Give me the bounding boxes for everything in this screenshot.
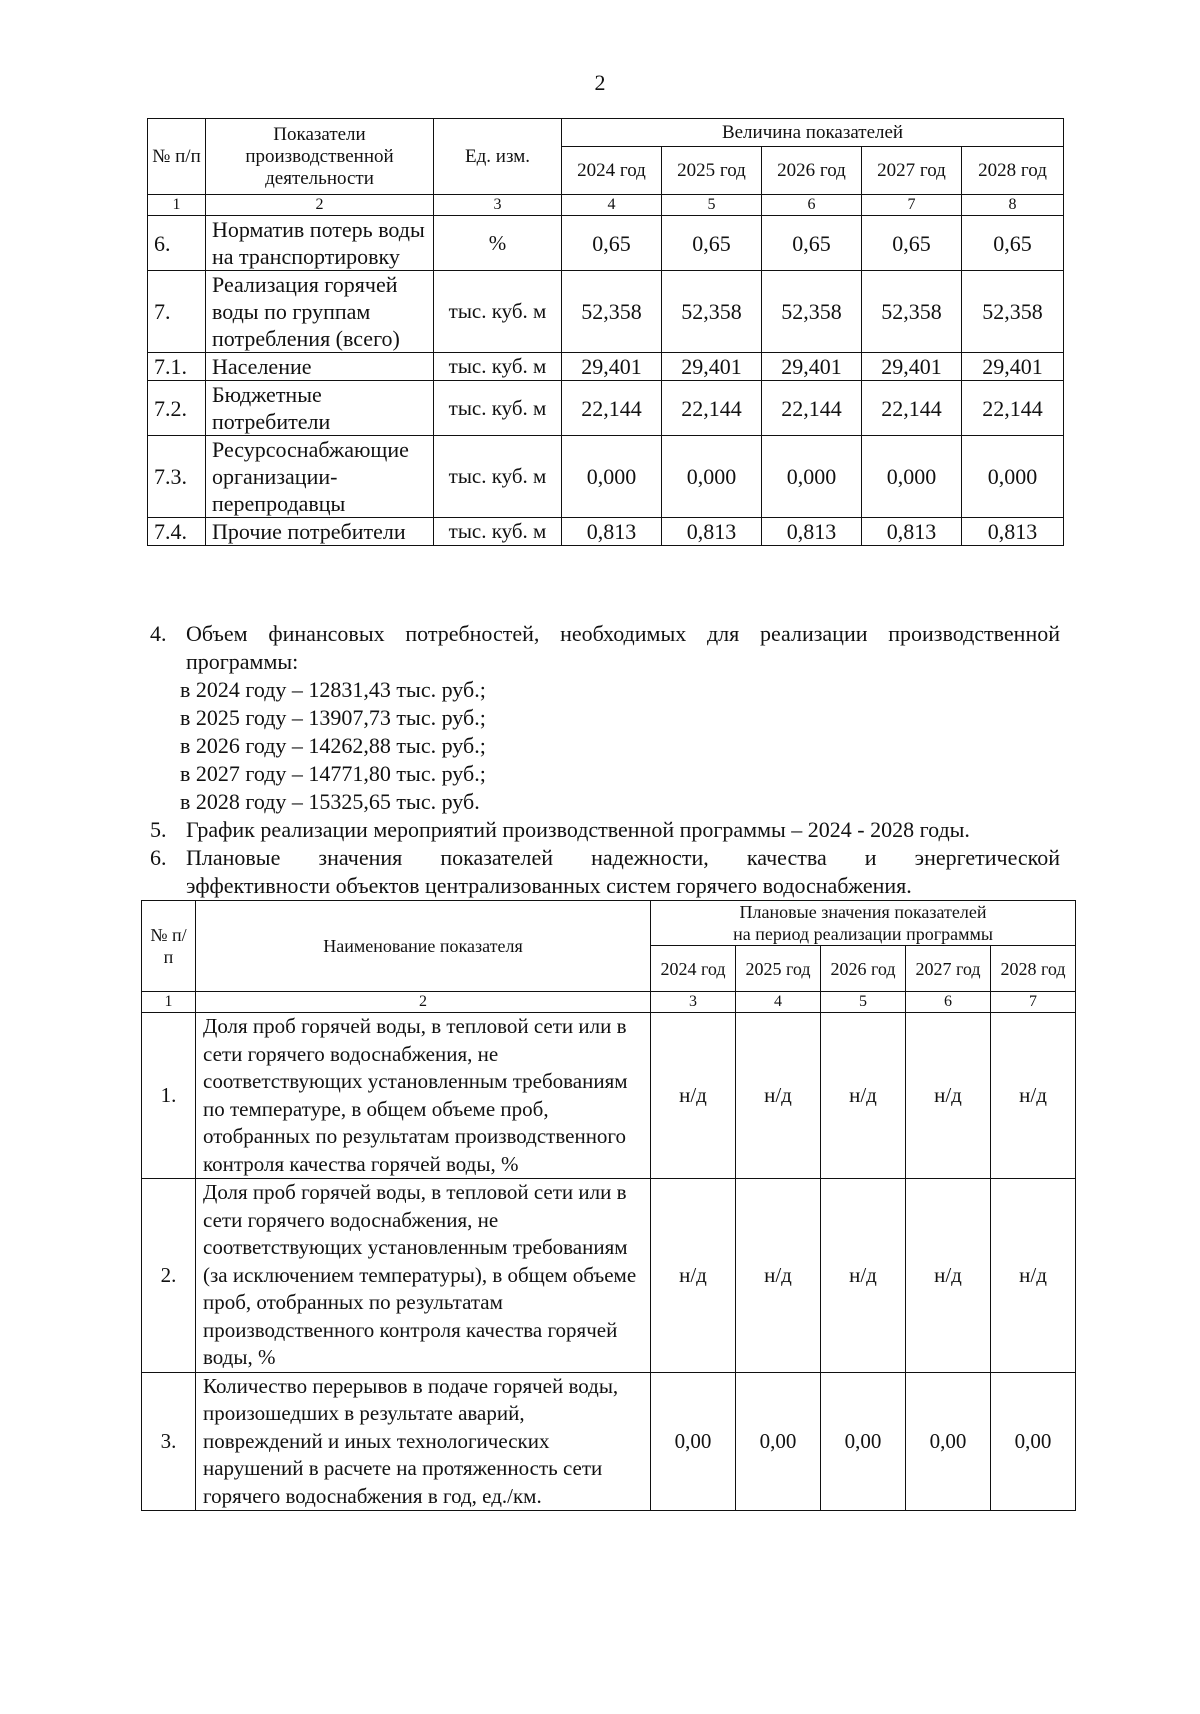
row-value: 0,00: [906, 1372, 991, 1511]
column-index: 5: [821, 992, 906, 1013]
row-indicator: Бюджетные потребители: [206, 381, 434, 436]
row-value: 0,65: [662, 216, 762, 271]
row-value: н/д: [991, 1179, 1076, 1373]
header-values-group: Величина показателей: [562, 119, 1064, 147]
header-year: 2024 год: [651, 946, 736, 992]
column-index: 6: [906, 992, 991, 1013]
row-num: 3.: [142, 1372, 196, 1511]
row-value: н/д: [821, 1013, 906, 1179]
header-indicator: Наименование показателя: [196, 901, 651, 992]
row-value: 0,65: [962, 216, 1064, 271]
row-num: 7.3.: [148, 436, 206, 518]
column-index: 3: [651, 992, 736, 1013]
table-row: [148, 518, 1064, 546]
header-year: 2027 год: [862, 147, 962, 195]
row-value: 0,000: [962, 436, 1064, 518]
list-marker: 4.: [150, 621, 167, 646]
row-unit: тыс. куб. м: [434, 381, 562, 436]
list-item-6: [150, 844, 1060, 900]
column-index: 4: [736, 992, 821, 1013]
column-index: 2: [196, 992, 651, 1013]
header-year: 2028 год: [991, 946, 1076, 992]
row-indicator: Доля проб горячей воды, в тепловой сети или в сети горячего водоснабжения, не соответствующих установленным требованиям по температуре, в общем объеме проб, отобранных по результатам производственного контроля качества горячей воды, %: [196, 1013, 651, 1179]
column-index: 1: [148, 195, 206, 216]
row-value: н/д: [736, 1013, 821, 1179]
column-index: 5: [662, 195, 762, 216]
table-row: [142, 1372, 1076, 1511]
row-value: н/д: [651, 1179, 736, 1373]
row-value: 0,813: [862, 518, 962, 546]
row-num: 7.4.: [148, 518, 206, 546]
row-indicator: Количество перерывов в подаче горячей воды, произошедших в результате аварий, повреждений и иных технологических нарушений в расчете на протяженность сети горячего водоснабжения в год, ед./км.: [196, 1372, 651, 1511]
list-text: График реализации мероприятий производственной программы – 2024 - 2028 годы.: [186, 817, 970, 842]
row-value: 22,144: [662, 381, 762, 436]
header-plan-line: Плановые значения показателей: [739, 902, 987, 922]
list-marker: 5.: [150, 817, 167, 842]
row-value: 22,144: [562, 381, 662, 436]
list-item-4: [150, 620, 1060, 676]
column-index: 6: [762, 195, 862, 216]
row-indicator: Прочие потребители: [206, 518, 434, 546]
row-indicator: Население: [206, 353, 434, 381]
column-index: 3: [434, 195, 562, 216]
table-row: [148, 353, 1064, 381]
row-value: 0,813: [662, 518, 762, 546]
financial-year-line: в 2026 году – 14262,88 тыс. руб.;: [180, 733, 486, 758]
row-unit: %: [434, 216, 562, 271]
row-num: 6.: [148, 216, 206, 271]
row-value: 0,000: [862, 436, 962, 518]
table-row: [142, 1179, 1076, 1373]
header-num: № п/п: [148, 119, 206, 195]
row-value: 52,358: [762, 271, 862, 353]
header-year: 2025 год: [736, 946, 821, 992]
column-index: 1: [142, 992, 196, 1013]
row-value: 0,000: [762, 436, 862, 518]
list-item-5: [150, 816, 1060, 844]
row-value: 22,144: [762, 381, 862, 436]
row-value: 0,813: [762, 518, 862, 546]
row-value: 0,65: [762, 216, 862, 271]
row-unit: тыс. куб. м: [434, 518, 562, 546]
financial-year-line: в 2024 году – 12831,43 тыс. руб.;: [180, 677, 486, 702]
header-year: 2027 год: [906, 946, 991, 992]
row-value: 29,401: [662, 353, 762, 381]
row-value: 0,00: [736, 1372, 821, 1511]
row-value: 0,00: [991, 1372, 1076, 1511]
column-index-row: [148, 195, 1064, 216]
column-index: 7: [991, 992, 1076, 1013]
row-indicator: Реализация горячей воды по группам потребления (всего): [206, 271, 434, 353]
header-num: № п/п: [142, 901, 196, 992]
row-indicator: Ресурсоснабжающие организации-перепродавцы: [206, 436, 434, 518]
row-value: 0,65: [562, 216, 662, 271]
list-text: Плановые значения показателей надежности, качества и энергетической: [186, 845, 1060, 870]
header-year: 2026 год: [821, 946, 906, 992]
table-row: [142, 1013, 1076, 1179]
row-value: 52,358: [562, 271, 662, 353]
page-number: 2: [594, 70, 606, 95]
table-row: [148, 436, 1064, 518]
row-num: 1.: [142, 1013, 196, 1179]
table-row: [148, 381, 1064, 436]
header-year: 2024 год: [562, 147, 662, 195]
table-row: [148, 216, 1064, 271]
row-num: 7.2.: [148, 381, 206, 436]
row-value: 0,00: [651, 1372, 736, 1511]
financial-year-line: в 2027 году – 14771,80 тыс. руб.;: [180, 761, 486, 786]
row-indicator: Норматив потерь воды на транспортировку: [206, 216, 434, 271]
row-value: 29,401: [862, 353, 962, 381]
list-text: эффективности объектов централизованных систем горячего водоснабжения.: [186, 873, 912, 898]
row-value: 0,813: [962, 518, 1064, 546]
header-indicator: Показатели производственной деятельности: [206, 119, 434, 195]
row-value: 22,144: [962, 381, 1064, 436]
row-value: 52,358: [662, 271, 762, 353]
row-unit: тыс. куб. м: [434, 436, 562, 518]
row-value: н/д: [906, 1013, 991, 1179]
column-index: 2: [206, 195, 434, 216]
column-index-row: [142, 992, 1076, 1013]
row-value: 29,401: [762, 353, 862, 381]
row-value: 0,000: [562, 436, 662, 518]
row-num: 2.: [142, 1179, 196, 1373]
list-text-block: [186, 844, 1060, 900]
row-unit: тыс. куб. м: [434, 353, 562, 381]
row-value: 29,401: [562, 353, 662, 381]
row-unit: тыс. куб. м: [434, 271, 562, 353]
row-value: 0,00: [821, 1372, 906, 1511]
header-year: 2026 год: [762, 147, 862, 195]
list-text: Объем финансовых потребностей, необходимых для реализации производственной программы:: [186, 621, 1060, 674]
row-num: 7.1.: [148, 353, 206, 381]
reliability-indicators-table: [141, 900, 1076, 1511]
row-value: 0,813: [562, 518, 662, 546]
row-value: 0,65: [862, 216, 962, 271]
production-indicators-table: [147, 118, 1064, 546]
row-indicator: Доля проб горячей воды, в тепловой сети или в сети горячего водоснабжения, не соответствующих установленным требованиям (за исключением температуры), в общем объеме проб, отобранных по результатам производственного контроля качества горячей воды, %: [196, 1179, 651, 1373]
header-plan-line: на период реализации программы: [733, 924, 993, 944]
row-value: 52,358: [862, 271, 962, 353]
header-year: 2028 год: [962, 147, 1064, 195]
financial-year-line: в 2025 году – 13907,73 тыс. руб.;: [180, 705, 486, 730]
header-plan-group: [651, 901, 1076, 946]
row-value: 52,358: [962, 271, 1064, 353]
table-row: [148, 271, 1064, 353]
row-value: н/д: [651, 1013, 736, 1179]
row-value: н/д: [821, 1179, 906, 1373]
financial-year-line: в 2028 году – 15325,65 тыс. руб.: [180, 789, 480, 814]
column-index: 7: [862, 195, 962, 216]
header-year: 2025 год: [662, 147, 762, 195]
row-value: 0,000: [662, 436, 762, 518]
program-text-section: [150, 620, 1060, 900]
row-value: н/д: [906, 1179, 991, 1373]
row-value: 29,401: [962, 353, 1064, 381]
list-marker: 6.: [150, 845, 167, 870]
row-value: н/д: [736, 1179, 821, 1373]
row-num: 7.: [148, 271, 206, 353]
header-unit: Ед. изм.: [434, 119, 562, 195]
column-index: 4: [562, 195, 662, 216]
column-index: 8: [962, 195, 1064, 216]
row-value: н/д: [991, 1013, 1076, 1179]
row-value: 22,144: [862, 381, 962, 436]
